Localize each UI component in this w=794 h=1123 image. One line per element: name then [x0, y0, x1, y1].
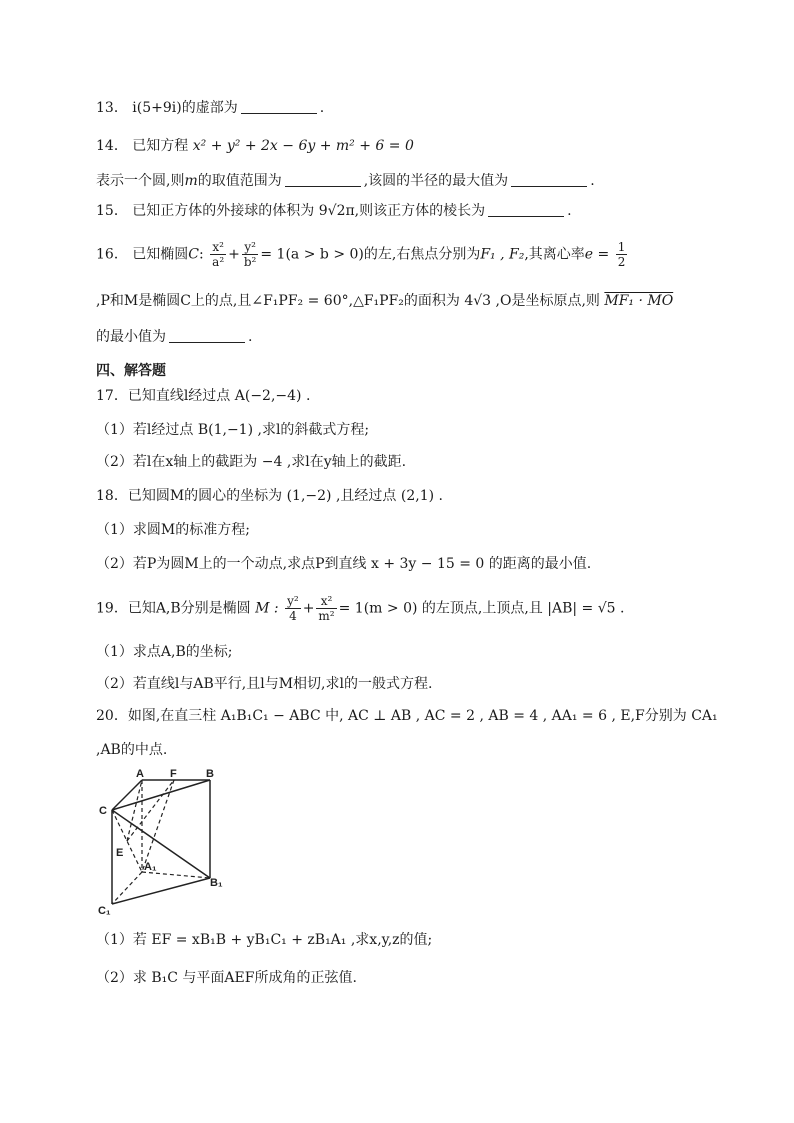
answer-blank[interactable] [488, 202, 564, 217]
question-20-part1: （1）若 EF = xB₁B + yB₁C₁ + zB₁A₁ ,求x,y,z的值; [96, 932, 433, 948]
question-20: 20．如图,在直三柱 A₁B₁C₁ − ABC 中, AC ⊥ AB , AC = 2 , AB = 4 , AA₁ = 6 , E,F分别为 CA₁ [96, 708, 718, 724]
question-17: 17．已知直线l经过点 A(−2,−4) . [96, 388, 311, 404]
label-A: A [136, 768, 144, 780]
answer-blank[interactable] [169, 328, 245, 343]
label-F: F [170, 768, 177, 780]
question-16-line2: ,P和M是椭圆C上的点,且∠F₁PF₂ = 60°,△F₁PF₂的面积为 4√3 ,O是坐标原点,则 MF₁ · MO [96, 293, 674, 309]
label-B: B [206, 768, 214, 780]
question-16: 16． 已知椭圆C: $\frac{\text{x²}}{\text{a²}}$ + $\frac{\text{y²}}{\text{b²}}$ = 1(a > b > 0)的左,右焦点分别为F₁ , F₂,其离心率e = $\frac{1}{2}$ [96, 240, 626, 269]
question-17-part1: （1）若l经过点 B(1,−1) ,求l的斜截式方程; [96, 422, 370, 438]
answer-blank[interactable] [285, 172, 361, 187]
label-C1: C₁ [98, 905, 111, 917]
label-A1: A₁ [144, 861, 157, 873]
answer-blank[interactable] [241, 99, 317, 114]
question-20-line2: ,AB的中点. [96, 742, 168, 758]
label-B1: B₁ [210, 877, 223, 889]
section-heading: 四、解答题 [96, 363, 166, 379]
answer-blank[interactable] [511, 172, 587, 187]
prism-figure [96, 768, 226, 918]
question-18-part2: （2）若P为圆M上的一个动点,求点P到直线 x + 3y − 15 = 0 的距离的最小值. [96, 556, 592, 572]
question-18: 18．已知圆M的圆心的坐标为 (1,−2) ,且经过点 (2,1) . [96, 488, 443, 504]
question-19: 19．已知A,B分别是椭圆 M : $\frac{\text{y²}}{4}$ + $\frac{\text{x²}}{\text{m²}}$ = 1(m > 0) 的左顶点,上顶点,且 |AB| = √5 . [96, 594, 625, 623]
question-18-part1: （1）求圆M的标准方程; [96, 522, 250, 538]
question-19-part1: （1）求点A,B的坐标; [96, 644, 233, 660]
question-17-part2: （2）若l在x轴上的截距为 −4 ,求l在y轴上的截距. [96, 454, 407, 470]
question-20-part2: （2）求 B₁C 与平面AEF所成角的正弦值. [96, 970, 357, 986]
question-16-line3: 的最小值为 . [96, 329, 253, 345]
question-14-line2: 表示一个圆,则m的取值范围为 ,该圆的半径的最大值为 . [96, 173, 595, 189]
label-E: E [116, 847, 124, 859]
label-C: C [99, 805, 107, 817]
question-19-part2: （2）若直线l与AB平行,且l与M相切,求l的一般式方程. [96, 676, 433, 692]
question-14: 14． 已知方程 x² + y² + 2x − 6y + m² + 6 = 0 [96, 138, 414, 154]
question-13: 13． i(5+9i)的虚部为 . [96, 100, 325, 116]
question-15: 15． 已知正方体的外接球的体积为 9√2π,则该正方体的棱长为 . [96, 203, 572, 219]
